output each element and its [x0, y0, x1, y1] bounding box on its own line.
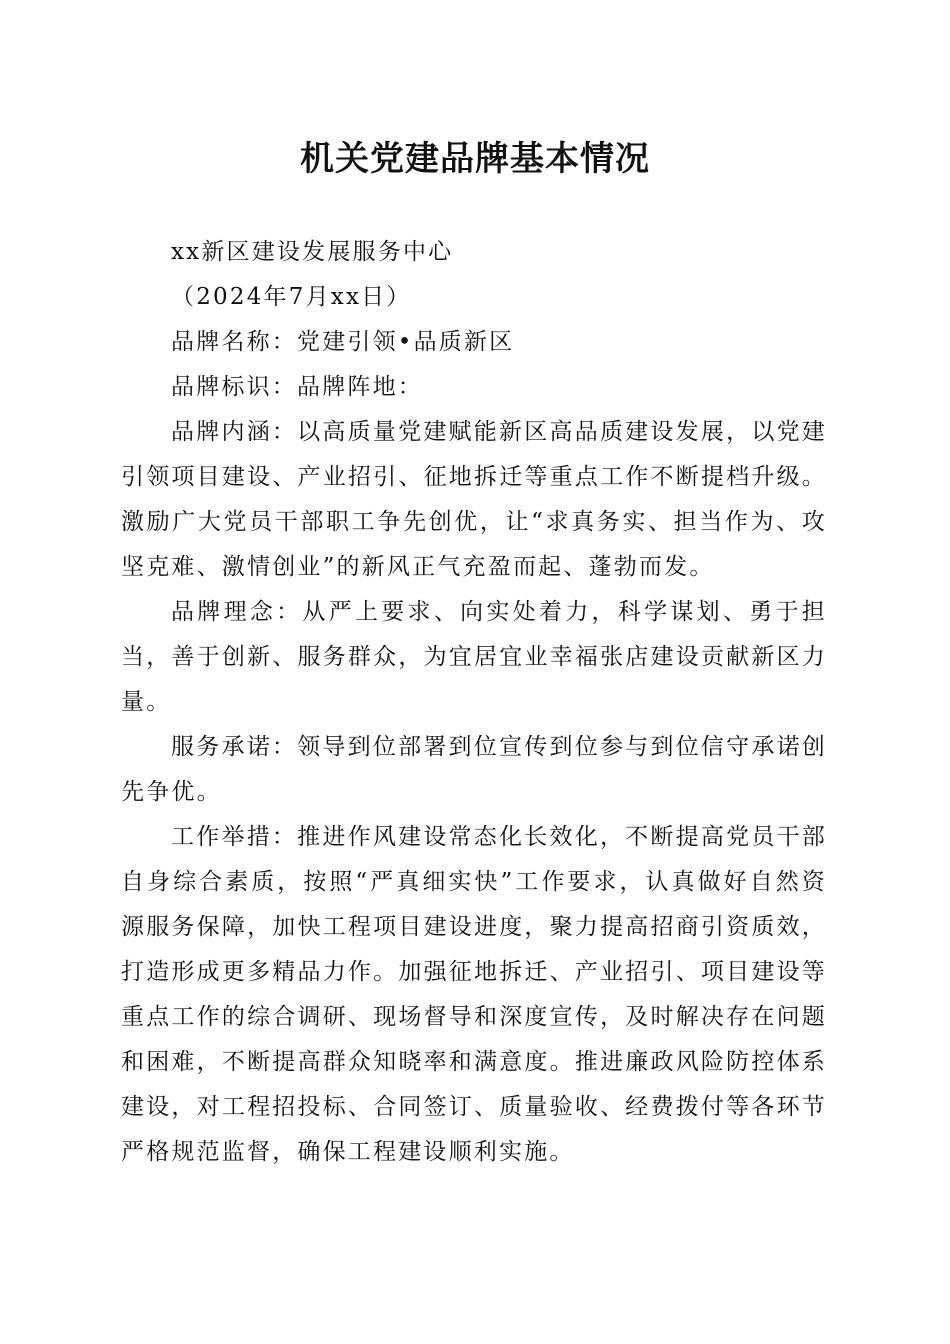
work-measures-paragraph: 工作举措：推进作风建设常态化长效化，不断提高党员干部自身综合素质，按照“严真细实快”工作要求，认真做好自然资源服务保障，加快工程项目建设进度，聚力提高招商引资质效，打造形成更多精品力作。加强征地拆迁、产业招引、项目建设等重点工作的综合调研、现场督导和深度宣传，及时解决存在问题和困难，不断提高群众知晓率和满意度。推进廉政风险防控体系建设，对工程招投标、合同签订、质量验收、经费拨付等各环节严格规范监督，确保工程建设顺利实施。	[121, 824, 827, 1165]
brand-name-paragraph: 品牌名称：党建引领•品质新区	[171, 329, 515, 355]
service-commitment-paragraph: 服务承诺：领导到位部署到位宣传到位参与到位信守承诺创先争优。	[121, 734, 827, 805]
document-title: 机关党建品牌基本情况	[300, 139, 650, 179]
organization-line: xx新区建设发展服务中心	[171, 239, 454, 265]
brand-philosophy-paragraph: 品牌理念：从严上要求、向实处着力，科学谋划、勇于担当，善于创新、服务群众，为宜居宜业幸福张店建设贡献新区力量。	[121, 599, 827, 715]
brand-logo-paragraph: 品牌标识：品牌阵地：	[171, 374, 423, 400]
document-body	[121, 230, 827, 1175]
brand-connotation-paragraph: 品牌内涵：以高质量党建赋能新区高品质建设发展，以党建引领项目建设、产业招引、征地拆迁等重点工作不断提档升级。激励广大党员干部职工争先创优，让“求真务实、担当作为、攻坚克难、激情创业”的新风正气充盈而起、蓬勃而发。	[121, 419, 827, 580]
date-line: （2024年7月xx日）	[171, 284, 412, 310]
